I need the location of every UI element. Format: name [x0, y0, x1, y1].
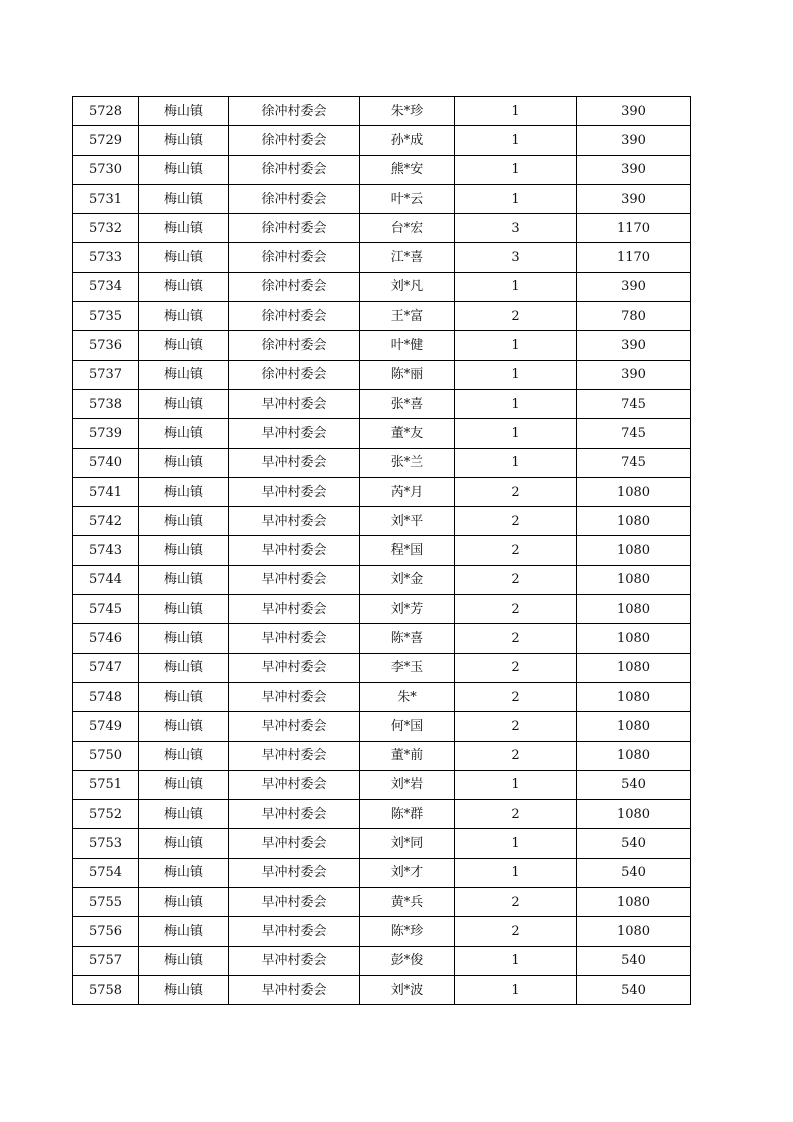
village-committee-cell: 徐冲村委会 — [229, 126, 360, 155]
amount-cell: 1080 — [577, 536, 691, 565]
village-committee-cell: 早冲村委会 — [229, 858, 360, 887]
household-count-cell: 1 — [455, 331, 577, 360]
amount-cell: 1080 — [577, 888, 691, 917]
row-number-cell: 5736 — [73, 331, 139, 360]
household-count-cell: 2 — [455, 800, 577, 829]
household-count-cell: 1 — [455, 829, 577, 858]
village-committee-cell: 徐冲村委会 — [229, 155, 360, 184]
row-number-cell: 5744 — [73, 565, 139, 594]
table-row — [73, 536, 691, 565]
household-count-cell: 2 — [455, 741, 577, 770]
household-count-cell: 3 — [455, 214, 577, 243]
table-row — [73, 389, 691, 418]
amount-cell: 1080 — [577, 507, 691, 536]
village-committee-cell: 早冲村委会 — [229, 595, 360, 624]
row-number-cell: 5750 — [73, 741, 139, 770]
household-count-cell: 1 — [455, 272, 577, 301]
household-count-cell: 2 — [455, 624, 577, 653]
person-name-cell: 刘*金 — [360, 565, 455, 594]
person-name-cell: 程*国 — [360, 536, 455, 565]
row-number-cell: 5730 — [73, 155, 139, 184]
amount-cell: 1080 — [577, 712, 691, 741]
row-number-cell: 5748 — [73, 682, 139, 711]
table-row — [73, 741, 691, 770]
row-number-cell: 5735 — [73, 302, 139, 331]
household-count-cell: 1 — [455, 448, 577, 477]
town-cell: 梅山镇 — [139, 946, 229, 975]
table-row — [73, 477, 691, 506]
town-cell: 梅山镇 — [139, 360, 229, 389]
row-number-cell: 5751 — [73, 770, 139, 799]
household-count-cell: 2 — [455, 302, 577, 331]
row-number-cell: 5754 — [73, 858, 139, 887]
person-name-cell: 江*喜 — [360, 243, 455, 272]
person-name-cell: 叶*云 — [360, 184, 455, 213]
person-name-cell: 董*前 — [360, 741, 455, 770]
village-committee-cell: 徐冲村委会 — [229, 243, 360, 272]
village-committee-cell: 徐冲村委会 — [229, 360, 360, 389]
table-row — [73, 624, 691, 653]
town-cell: 梅山镇 — [139, 126, 229, 155]
household-count-cell: 1 — [455, 360, 577, 389]
table-row — [73, 595, 691, 624]
town-cell: 梅山镇 — [139, 302, 229, 331]
town-cell: 梅山镇 — [139, 243, 229, 272]
household-count-cell: 2 — [455, 682, 577, 711]
table-row — [73, 302, 691, 331]
row-number-cell: 5740 — [73, 448, 139, 477]
town-cell: 梅山镇 — [139, 155, 229, 184]
amount-cell: 1080 — [577, 653, 691, 682]
table-row — [73, 126, 691, 155]
person-name-cell: 刘*同 — [360, 829, 455, 858]
household-count-cell: 1 — [455, 126, 577, 155]
row-number-cell: 5734 — [73, 272, 139, 301]
row-number-cell: 5739 — [73, 419, 139, 448]
village-committee-cell: 早冲村委会 — [229, 888, 360, 917]
town-cell: 梅山镇 — [139, 975, 229, 1004]
household-count-cell: 1 — [455, 389, 577, 418]
row-number-cell: 5733 — [73, 243, 139, 272]
town-cell: 梅山镇 — [139, 682, 229, 711]
table-row — [73, 653, 691, 682]
village-committee-cell: 早冲村委会 — [229, 741, 360, 770]
household-count-cell: 1 — [455, 946, 577, 975]
person-name-cell: 芮*月 — [360, 477, 455, 506]
row-number-cell: 5745 — [73, 595, 139, 624]
row-number-cell: 5757 — [73, 946, 139, 975]
household-count-cell: 1 — [455, 155, 577, 184]
town-cell: 梅山镇 — [139, 419, 229, 448]
town-cell: 梅山镇 — [139, 624, 229, 653]
amount-cell: 1080 — [577, 917, 691, 946]
table-row — [73, 97, 691, 126]
village-committee-cell: 早冲村委会 — [229, 536, 360, 565]
table-row — [73, 155, 691, 184]
roster-table — [72, 96, 691, 1005]
row-number-cell: 5742 — [73, 507, 139, 536]
amount-cell: 1080 — [577, 477, 691, 506]
town-cell: 梅山镇 — [139, 858, 229, 887]
amount-cell: 1170 — [577, 243, 691, 272]
table-row — [73, 858, 691, 887]
person-name-cell: 陈*喜 — [360, 624, 455, 653]
village-committee-cell: 早冲村委会 — [229, 712, 360, 741]
household-count-cell: 1 — [455, 975, 577, 1004]
amount-cell: 390 — [577, 184, 691, 213]
table-row — [73, 682, 691, 711]
village-committee-cell: 早冲村委会 — [229, 682, 360, 711]
roster-table-body — [73, 97, 691, 1005]
town-cell: 梅山镇 — [139, 184, 229, 213]
person-name-cell: 刘*平 — [360, 507, 455, 536]
town-cell: 梅山镇 — [139, 477, 229, 506]
table-row — [73, 800, 691, 829]
town-cell: 梅山镇 — [139, 331, 229, 360]
person-name-cell: 孙*成 — [360, 126, 455, 155]
household-count-cell: 2 — [455, 565, 577, 594]
row-number-cell: 5743 — [73, 536, 139, 565]
person-name-cell: 何*国 — [360, 712, 455, 741]
amount-cell: 1080 — [577, 595, 691, 624]
person-name-cell: 朱*珍 — [360, 97, 455, 126]
amount-cell: 540 — [577, 975, 691, 1004]
amount-cell: 1080 — [577, 741, 691, 770]
household-count-cell: 1 — [455, 858, 577, 887]
amount-cell: 745 — [577, 419, 691, 448]
town-cell: 梅山镇 — [139, 97, 229, 126]
amount-cell: 1170 — [577, 214, 691, 243]
amount-cell: 540 — [577, 770, 691, 799]
row-number-cell: 5752 — [73, 800, 139, 829]
town-cell: 梅山镇 — [139, 712, 229, 741]
village-committee-cell: 早冲村委会 — [229, 917, 360, 946]
amount-cell: 745 — [577, 448, 691, 477]
table-row — [73, 507, 691, 536]
household-count-cell: 2 — [455, 536, 577, 565]
household-count-cell: 1 — [455, 97, 577, 126]
household-count-cell: 1 — [455, 419, 577, 448]
village-committee-cell: 早冲村委会 — [229, 565, 360, 594]
village-committee-cell: 早冲村委会 — [229, 419, 360, 448]
row-number-cell: 5747 — [73, 653, 139, 682]
person-name-cell: 张*兰 — [360, 448, 455, 477]
village-committee-cell: 早冲村委会 — [229, 800, 360, 829]
amount-cell: 540 — [577, 858, 691, 887]
village-committee-cell: 早冲村委会 — [229, 975, 360, 1004]
person-name-cell: 李*玉 — [360, 653, 455, 682]
person-name-cell: 熊*安 — [360, 155, 455, 184]
household-count-cell: 2 — [455, 507, 577, 536]
person-name-cell: 陈*丽 — [360, 360, 455, 389]
row-number-cell: 5728 — [73, 97, 139, 126]
town-cell: 梅山镇 — [139, 888, 229, 917]
village-committee-cell: 早冲村委会 — [229, 624, 360, 653]
amount-cell: 1080 — [577, 682, 691, 711]
village-committee-cell: 早冲村委会 — [229, 770, 360, 799]
row-number-cell: 5738 — [73, 389, 139, 418]
village-committee-cell: 徐冲村委会 — [229, 272, 360, 301]
table-row — [73, 331, 691, 360]
household-count-cell: 2 — [455, 595, 577, 624]
household-count-cell: 3 — [455, 243, 577, 272]
household-count-cell: 2 — [455, 712, 577, 741]
amount-cell: 390 — [577, 272, 691, 301]
amount-cell: 540 — [577, 829, 691, 858]
table-row — [73, 448, 691, 477]
table-row — [73, 888, 691, 917]
village-committee-cell: 早冲村委会 — [229, 653, 360, 682]
town-cell: 梅山镇 — [139, 741, 229, 770]
household-count-cell: 2 — [455, 653, 577, 682]
amount-cell: 390 — [577, 155, 691, 184]
town-cell: 梅山镇 — [139, 448, 229, 477]
row-number-cell: 5746 — [73, 624, 139, 653]
village-committee-cell: 徐冲村委会 — [229, 214, 360, 243]
town-cell: 梅山镇 — [139, 389, 229, 418]
person-name-cell: 彭*俊 — [360, 946, 455, 975]
table-row — [73, 565, 691, 594]
row-number-cell: 5732 — [73, 214, 139, 243]
row-number-cell: 5741 — [73, 477, 139, 506]
town-cell: 梅山镇 — [139, 536, 229, 565]
person-name-cell: 董*友 — [360, 419, 455, 448]
row-number-cell: 5729 — [73, 126, 139, 155]
person-name-cell: 台*宏 — [360, 214, 455, 243]
amount-cell: 390 — [577, 126, 691, 155]
table-row — [73, 184, 691, 213]
person-name-cell: 刘*岩 — [360, 770, 455, 799]
table-row — [73, 829, 691, 858]
table-row — [73, 946, 691, 975]
person-name-cell: 刘*波 — [360, 975, 455, 1004]
town-cell: 梅山镇 — [139, 917, 229, 946]
household-count-cell: 2 — [455, 888, 577, 917]
village-committee-cell: 早冲村委会 — [229, 477, 360, 506]
amount-cell: 1080 — [577, 565, 691, 594]
town-cell: 梅山镇 — [139, 214, 229, 243]
village-committee-cell: 早冲村委会 — [229, 507, 360, 536]
town-cell: 梅山镇 — [139, 800, 229, 829]
village-committee-cell: 早冲村委会 — [229, 946, 360, 975]
row-number-cell: 5731 — [73, 184, 139, 213]
person-name-cell: 刘*凡 — [360, 272, 455, 301]
row-number-cell: 5755 — [73, 888, 139, 917]
amount-cell: 745 — [577, 389, 691, 418]
row-number-cell: 5756 — [73, 917, 139, 946]
row-number-cell: 5749 — [73, 712, 139, 741]
town-cell: 梅山镇 — [139, 829, 229, 858]
table-row — [73, 917, 691, 946]
amount-cell: 540 — [577, 946, 691, 975]
town-cell: 梅山镇 — [139, 770, 229, 799]
amount-cell: 1080 — [577, 800, 691, 829]
table-row — [73, 712, 691, 741]
table-row — [73, 243, 691, 272]
person-name-cell: 陈*群 — [360, 800, 455, 829]
table-row — [73, 770, 691, 799]
village-committee-cell: 早冲村委会 — [229, 829, 360, 858]
household-count-cell: 2 — [455, 477, 577, 506]
person-name-cell: 刘*芳 — [360, 595, 455, 624]
town-cell: 梅山镇 — [139, 653, 229, 682]
town-cell: 梅山镇 — [139, 272, 229, 301]
amount-cell: 390 — [577, 97, 691, 126]
row-number-cell: 5753 — [73, 829, 139, 858]
amount-cell: 390 — [577, 331, 691, 360]
row-number-cell: 5737 — [73, 360, 139, 389]
table-row — [73, 975, 691, 1004]
table-row — [73, 360, 691, 389]
table-row — [73, 419, 691, 448]
village-committee-cell: 早冲村委会 — [229, 389, 360, 418]
village-committee-cell: 徐冲村委会 — [229, 302, 360, 331]
person-name-cell: 朱* — [360, 682, 455, 711]
amount-cell: 1080 — [577, 624, 691, 653]
household-count-cell: 2 — [455, 917, 577, 946]
person-name-cell: 王*富 — [360, 302, 455, 331]
village-committee-cell: 徐冲村委会 — [229, 331, 360, 360]
person-name-cell: 张*喜 — [360, 389, 455, 418]
town-cell: 梅山镇 — [139, 565, 229, 594]
person-name-cell: 陈*珍 — [360, 917, 455, 946]
table-row — [73, 214, 691, 243]
row-number-cell: 5758 — [73, 975, 139, 1004]
household-count-cell: 1 — [455, 184, 577, 213]
amount-cell: 780 — [577, 302, 691, 331]
town-cell: 梅山镇 — [139, 507, 229, 536]
village-committee-cell: 徐冲村委会 — [229, 184, 360, 213]
person-name-cell: 叶*健 — [360, 331, 455, 360]
household-count-cell: 1 — [455, 770, 577, 799]
town-cell: 梅山镇 — [139, 595, 229, 624]
amount-cell: 390 — [577, 360, 691, 389]
person-name-cell: 刘*才 — [360, 858, 455, 887]
village-committee-cell: 早冲村委会 — [229, 448, 360, 477]
person-name-cell: 黄*兵 — [360, 888, 455, 917]
village-committee-cell: 徐冲村委会 — [229, 97, 360, 126]
table-row — [73, 272, 691, 301]
